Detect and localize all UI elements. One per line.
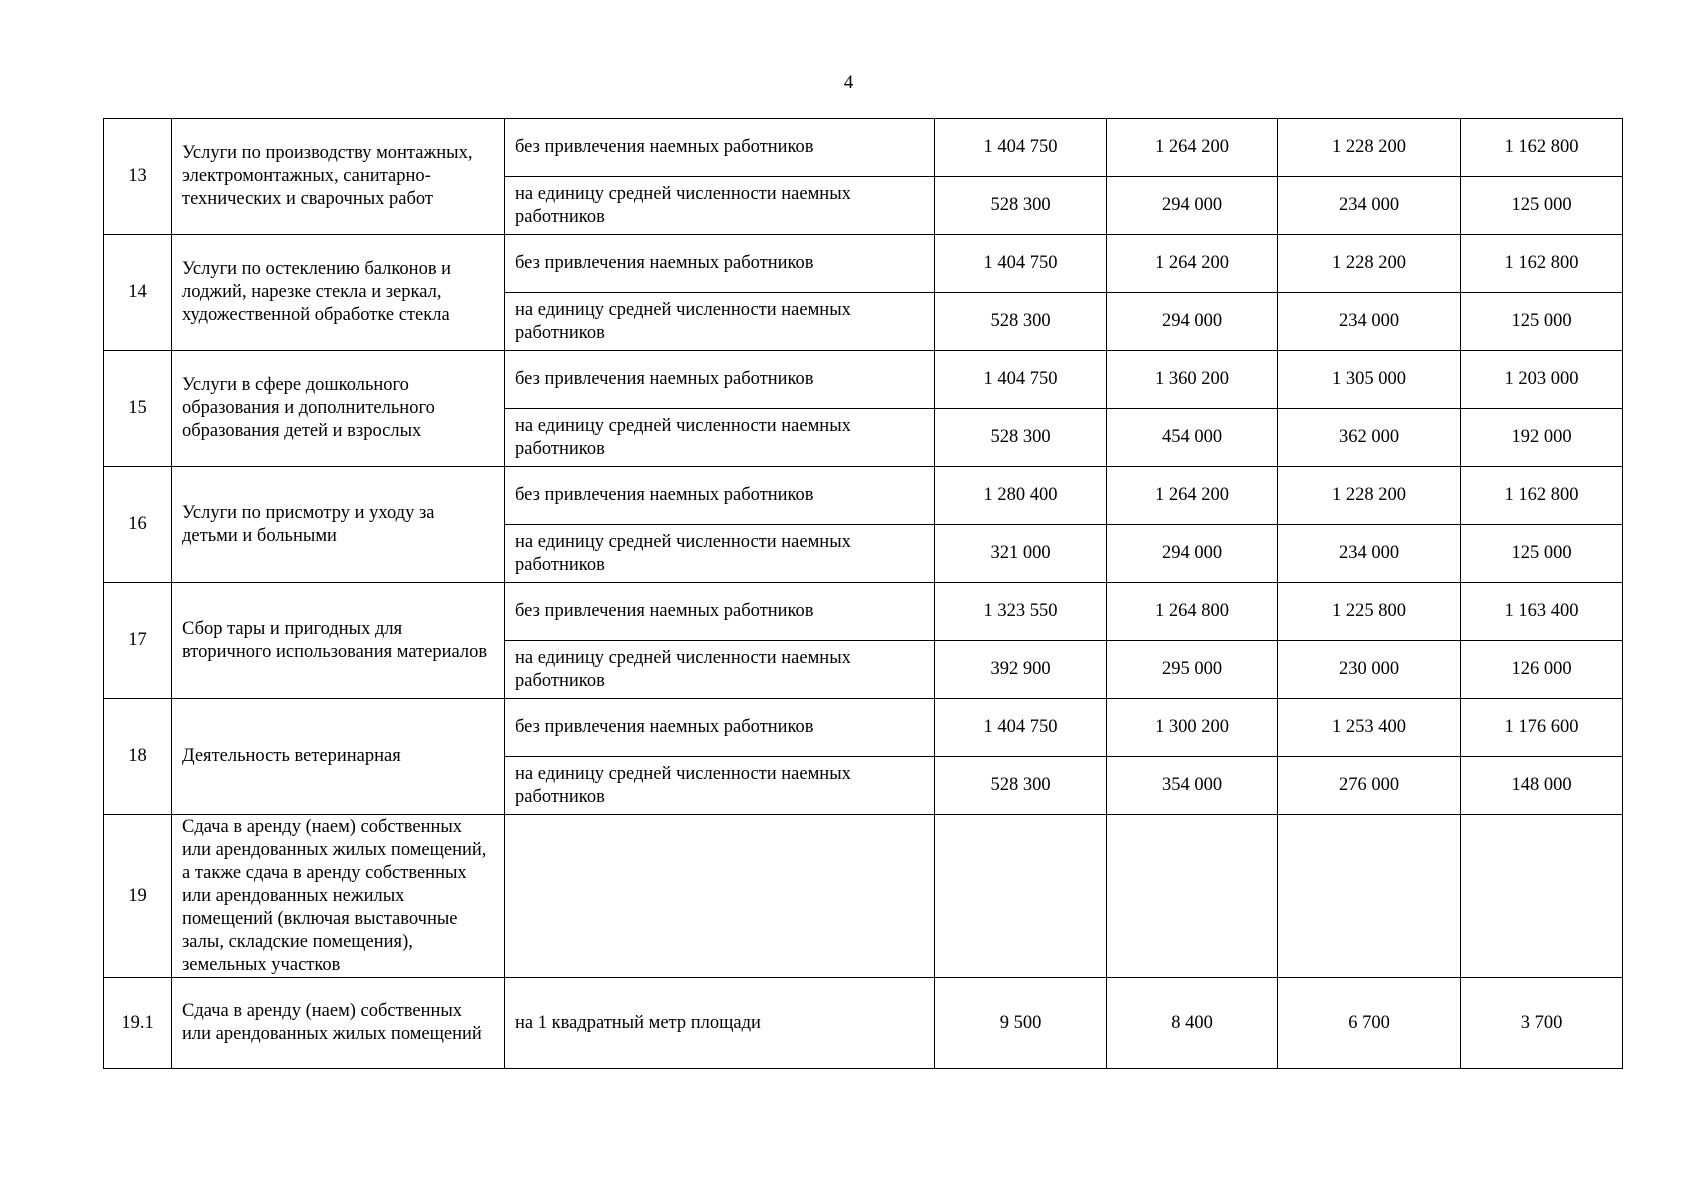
value-cell: 125 000 (1461, 293, 1623, 351)
service-name: Услуги по производству монтажных, электромонтажных, санитарно-технических и сварочных работ (172, 119, 505, 235)
value-cell: 234 000 (1278, 177, 1461, 235)
service-name: Услуги по остеклению балконов и лоджий, нарезке стекла и зеркал, художественной обработке стекла (172, 235, 505, 351)
value-cell: 125 000 (1461, 525, 1623, 583)
condition-cell: без привлечения наемных работников (505, 699, 935, 757)
condition-cell: без привлечения наемных работников (505, 583, 935, 641)
service-name: Сдача в аренду (наем) собственных или арендованных жилых помещений (172, 978, 505, 1069)
value-cell: 1 225 800 (1278, 583, 1461, 641)
value-cell: 528 300 (935, 293, 1107, 351)
value-cell: 276 000 (1278, 757, 1461, 815)
value-cell: 1 280 400 (935, 467, 1107, 525)
condition-cell: на единицу средней численности наемных работников (505, 525, 935, 583)
value-cell: 1 162 800 (1461, 235, 1623, 293)
condition-cell: на единицу средней численности наемных работников (505, 177, 935, 235)
table-row (104, 119, 1623, 177)
condition-cell: без привлечения наемных работников (505, 235, 935, 293)
value-cell: 1 404 750 (935, 119, 1107, 177)
condition-cell: на единицу средней численности наемных работников (505, 409, 935, 467)
value-cell: 1 162 800 (1461, 467, 1623, 525)
value-cell: 1 404 750 (935, 699, 1107, 757)
value-cell: 1 360 200 (1107, 351, 1278, 409)
value-cell: 125 000 (1461, 177, 1623, 235)
table-row (104, 351, 1623, 409)
value-cell: 1 323 550 (935, 583, 1107, 641)
value-cell: 528 300 (935, 177, 1107, 235)
value-cell: 234 000 (1278, 293, 1461, 351)
condition-cell: без привлечения наемных работников (505, 119, 935, 177)
value-cell: 1 176 600 (1461, 699, 1623, 757)
value-cell: 295 000 (1107, 641, 1278, 699)
value-cell: 1 163 400 (1461, 583, 1623, 641)
value-cell: 1 203 000 (1461, 351, 1623, 409)
table-row (104, 583, 1623, 641)
table-row (104, 978, 1623, 1069)
table-row (104, 467, 1623, 525)
value-cell: 6 700 (1278, 978, 1461, 1069)
row-number: 19.1 (104, 978, 172, 1069)
condition-cell: без привлечения наемных работников (505, 467, 935, 525)
value-cell: 1 228 200 (1278, 467, 1461, 525)
value-cell: 1 300 200 (1107, 699, 1278, 757)
row-number: 18 (104, 699, 172, 815)
condition-cell: без привлечения наемных работников (505, 351, 935, 409)
value-cell: 454 000 (1107, 409, 1278, 467)
value-cell: 354 000 (1107, 757, 1278, 815)
value-cell: 3 700 (1461, 978, 1623, 1069)
value-cell: 1 264 800 (1107, 583, 1278, 641)
table-row (104, 235, 1623, 293)
value-cell (1107, 815, 1278, 978)
value-cell: 392 900 (935, 641, 1107, 699)
value-cell: 362 000 (1278, 409, 1461, 467)
condition-cell: на единицу средней численности наемных работников (505, 757, 935, 815)
value-cell: 1 305 000 (1278, 351, 1461, 409)
service-name: Услуги по присмотру и уходу за детьми и больными (172, 467, 505, 583)
row-number: 16 (104, 467, 172, 583)
value-cell (935, 815, 1107, 978)
row-number: 17 (104, 583, 172, 699)
value-cell: 528 300 (935, 757, 1107, 815)
value-cell: 1 228 200 (1278, 119, 1461, 177)
value-cell: 148 000 (1461, 757, 1623, 815)
value-cell: 192 000 (1461, 409, 1623, 467)
service-name: Сбор тары и пригодных для вторичного использования материалов (172, 583, 505, 699)
row-number: 19 (104, 815, 172, 978)
service-name: Сдача в аренду (наем) собственных или арендованных жилых помещений, а также сдача в аренду собственных или арендованных нежилых помещений (включая выставочные залы, складские помещения), земельных участков (172, 815, 505, 978)
condition-cell: на единицу средней численности наемных работников (505, 641, 935, 699)
table-row (104, 699, 1623, 757)
value-cell: 9 500 (935, 978, 1107, 1069)
value-cell: 294 000 (1107, 177, 1278, 235)
value-cell: 8 400 (1107, 978, 1278, 1069)
page-number: 4 (843, 72, 854, 93)
table-row (104, 815, 1623, 978)
rates-table (103, 118, 1623, 1069)
value-cell: 230 000 (1278, 641, 1461, 699)
value-cell: 1 404 750 (935, 235, 1107, 293)
condition-cell (505, 815, 935, 978)
value-cell: 294 000 (1107, 293, 1278, 351)
condition-cell: на единицу средней численности наемных работников (505, 293, 935, 351)
row-number: 14 (104, 235, 172, 351)
value-cell: 1 228 200 (1278, 235, 1461, 293)
row-number: 13 (104, 119, 172, 235)
service-name: Деятельность ветеринарная (172, 699, 505, 815)
service-name: Услуги в сфере дошкольного образования и дополнительного образования детей и взрослых (172, 351, 505, 467)
value-cell: 294 000 (1107, 525, 1278, 583)
value-cell: 528 300 (935, 409, 1107, 467)
value-cell: 1 264 200 (1107, 467, 1278, 525)
value-cell: 1 264 200 (1107, 119, 1278, 177)
value-cell: 1 264 200 (1107, 235, 1278, 293)
value-cell: 1 404 750 (935, 351, 1107, 409)
value-cell: 126 000 (1461, 641, 1623, 699)
row-number: 15 (104, 351, 172, 467)
condition-cell: на 1 квадратный метр площади (505, 978, 935, 1069)
value-cell: 234 000 (1278, 525, 1461, 583)
value-cell (1278, 815, 1461, 978)
value-cell (1461, 815, 1623, 978)
value-cell: 1 162 800 (1461, 119, 1623, 177)
value-cell: 1 253 400 (1278, 699, 1461, 757)
value-cell: 321 000 (935, 525, 1107, 583)
